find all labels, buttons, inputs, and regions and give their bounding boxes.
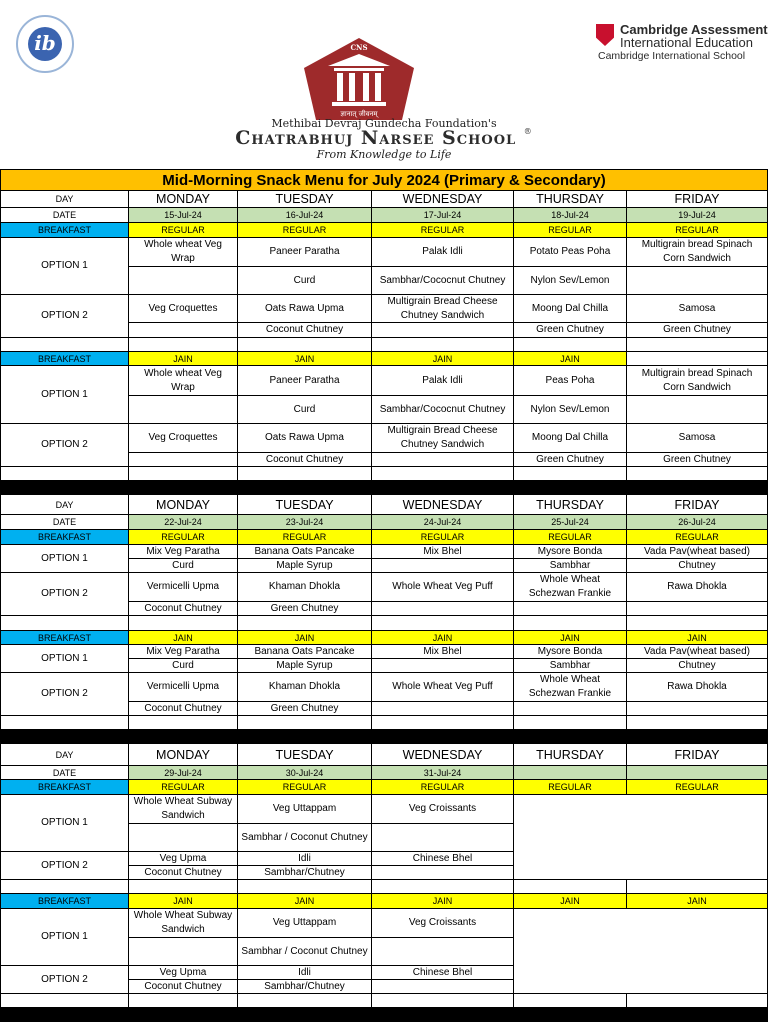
option-2-label: OPTION 2 (0, 573, 129, 616)
day-header-monday: MONDAY (129, 191, 238, 208)
school-motto: ज्ञानात् जीवनम् (340, 110, 378, 118)
menu-item (372, 602, 514, 616)
menu-type-badge: REGULAR (238, 780, 372, 795)
menu-item: Coconut Chutney (129, 602, 238, 616)
menu-item: Samosa (627, 295, 768, 323)
menu-item (372, 453, 514, 467)
menu-type-badge: JAIN (372, 352, 514, 366)
spacer-cell (627, 716, 768, 730)
menu-type-badge: JAIN (627, 894, 768, 909)
day-header-monday: MONDAY (129, 744, 238, 766)
menu-type-badge: JAIN (129, 894, 238, 909)
menu-item (129, 453, 238, 467)
option-1-label: OPTION 1 (0, 238, 129, 295)
menu-type-badge: REGULAR (129, 780, 238, 795)
option-1-label: OPTION 1 (0, 545, 129, 573)
menu-item: Whole Wheat Subway Sandwich (129, 909, 238, 938)
menu-item: Nylon Sev/Lemon (514, 267, 627, 295)
spacer-cell (372, 467, 514, 481)
menu-type-badge: REGULAR (372, 530, 514, 545)
spacer-cell (372, 716, 514, 730)
menu-type-badge: JAIN (238, 631, 372, 645)
menu-item: Veg Croquettes (129, 295, 238, 323)
spacer-cell (129, 880, 238, 894)
day-header-friday: FRIDAY (627, 495, 768, 515)
breakfast-label: BREAKFAST (0, 223, 129, 238)
menu-item: Green Chutney (238, 702, 372, 716)
menu-item: Curd (238, 396, 372, 424)
date-cell: 16-Jul-24 (238, 208, 372, 223)
empty-block (514, 795, 768, 880)
menu-type-badge: REGULAR (238, 223, 372, 238)
page-title: Mid-Morning Snack Menu for July 2024 (Primary & Secondary) (0, 169, 768, 191)
menu-item: Multigrain Bread Cheese Chutney Sandwich (372, 424, 514, 453)
section-divider (0, 730, 768, 744)
option-1-label: OPTION 1 (0, 645, 129, 673)
spacer-cell (238, 716, 372, 730)
menu-item: Palak Idli (372, 238, 514, 267)
spacer-cell (0, 994, 129, 1008)
spacer-cell (372, 880, 514, 894)
breakfast-label: BREAKFAST (0, 352, 129, 366)
option-1-label: OPTION 1 (0, 795, 129, 852)
menu-item: Banana Oats Pancake (238, 645, 372, 659)
spacer-cell (0, 616, 129, 631)
menu-item: Green Chutney (627, 453, 768, 467)
menu-item: Mysore Bonda (514, 545, 627, 559)
menu-type-badge: JAIN (514, 352, 627, 366)
cambridge-line-1: Cambridge Assessment (620, 22, 768, 37)
menu-item: Whole Wheat Schezwan Frankie (514, 573, 627, 602)
menu-item: Green Chutney (238, 602, 372, 616)
menu-type-badge: REGULAR (514, 223, 627, 238)
menu-item (627, 602, 768, 616)
option-2-label: OPTION 2 (0, 424, 129, 467)
menu-item: Veg Upma (129, 852, 238, 866)
menu-item (627, 702, 768, 716)
spacer-cell (514, 994, 627, 1008)
spacer-cell (514, 716, 627, 730)
date-cell: 15-Jul-24 (129, 208, 238, 223)
foundation-name: Methibai Devraj Gundecha Foundation's (271, 117, 497, 130)
option-2-label: OPTION 2 (0, 295, 129, 338)
menu-item: Vermicelli Upma (129, 573, 238, 602)
menu-item (514, 602, 627, 616)
option-2-label: OPTION 2 (0, 673, 129, 716)
breakfast-label: BREAKFAST (0, 631, 129, 645)
menu-item: Oats Rawa Upma (238, 424, 372, 453)
menu-item: Multigrain bread Spinach Corn Sandwich (627, 366, 768, 396)
menu-item: Coconut Chutney (238, 323, 372, 338)
spacer-cell (514, 616, 627, 631)
menu-item (129, 824, 238, 852)
spacer-cell (0, 716, 129, 730)
menu-type-badge: JAIN (514, 894, 627, 909)
option-1-label: OPTION 1 (0, 366, 129, 424)
spacer-cell (129, 994, 238, 1008)
spacer-cell (627, 880, 768, 894)
spacer-cell (238, 880, 372, 894)
menu-item: Green Chutney (627, 323, 768, 338)
menu-item: Whole Wheat Schezwan Frankie (514, 673, 627, 702)
cambridge-line-2: International Education (620, 35, 753, 50)
date-cell: 23-Jul-24 (238, 515, 372, 530)
date-cell: 19-Jul-24 (627, 208, 768, 223)
menu-type-badge: REGULAR (627, 223, 768, 238)
menu-type-badge: JAIN (372, 894, 514, 909)
menu-type-badge (627, 352, 768, 366)
menu-item: Mix Bhel (372, 645, 514, 659)
day-header-monday: MONDAY (129, 495, 238, 515)
spacer-cell (129, 467, 238, 481)
menu-item: Paneer Paratha (238, 238, 372, 267)
school-logo-initials: CNS (350, 43, 368, 52)
spacer-cell (627, 467, 768, 481)
menu-type-badge: JAIN (238, 894, 372, 909)
spacer-cell (129, 338, 238, 352)
day-header-tuesday: TUESDAY (238, 191, 372, 208)
menu-type-badge: REGULAR (372, 780, 514, 795)
ib-logo-mark: ib (28, 27, 62, 61)
menu-item: Moong Dal Chilla (514, 295, 627, 323)
spacer-cell (627, 338, 768, 352)
menu-item (129, 267, 238, 295)
cambridge-line-3: Cambridge International School (598, 50, 746, 62)
menu-item: Samosa (627, 424, 768, 453)
menu-item: Peas Poha (514, 366, 627, 396)
date-label: DATE (0, 766, 129, 780)
spacer-cell (129, 616, 238, 631)
day-header-friday: FRIDAY (627, 191, 768, 208)
menu-item: Multigrain bread Spinach Corn Sandwich (627, 238, 768, 267)
date-cell (627, 766, 768, 780)
menu-item: Chinese Bhel (372, 852, 514, 866)
date-cell: 25-Jul-24 (514, 515, 627, 530)
menu-item: Multigrain Bread Cheese Chutney Sandwich (372, 295, 514, 323)
menu-type-badge: JAIN (372, 631, 514, 645)
day-label: DAY (0, 495, 129, 515)
menu-item: Curd (129, 659, 238, 673)
empty-block (514, 909, 768, 994)
menu-item: Veg Uttappam (238, 795, 372, 824)
spacer-cell (627, 616, 768, 631)
menu-item: Sambhar (514, 659, 627, 673)
menu-item: Khaman Dhokla (238, 673, 372, 702)
menu-item: Khaman Dhokla (238, 573, 372, 602)
menu-item: Sambhar (514, 559, 627, 573)
menu-type-badge: REGULAR (514, 780, 627, 795)
menu-item: Curd (129, 559, 238, 573)
menu-type-badge: REGULAR (514, 530, 627, 545)
menu-item: Whole Wheat Veg Puff (372, 573, 514, 602)
day-header-tuesday: TUESDAY (238, 744, 372, 766)
menu-item: Veg Upma (129, 966, 238, 980)
menu-item: Green Chutney (514, 453, 627, 467)
menu-item (372, 702, 514, 716)
spacer-cell (372, 338, 514, 352)
menu-item: Curd (238, 267, 372, 295)
menu-item: Green Chutney (514, 323, 627, 338)
date-cell: 26-Jul-24 (627, 515, 768, 530)
menu-item (372, 824, 514, 852)
day-header-thursday: THURSDAY (514, 191, 627, 208)
menu-item: Mix Veg Paratha (129, 645, 238, 659)
spacer-cell (514, 338, 627, 352)
date-cell (514, 766, 627, 780)
menu-item: Banana Oats Pancake (238, 545, 372, 559)
menu-item (372, 938, 514, 966)
menu-item (372, 866, 514, 880)
date-cell: 29-Jul-24 (129, 766, 238, 780)
menu-item: Potato Peas Poha (514, 238, 627, 267)
date-cell: 24-Jul-24 (372, 515, 514, 530)
menu-item: Nylon Sev/Lemon (514, 396, 627, 424)
day-label: DAY (0, 191, 129, 208)
menu-item: Sambhar/Cococnut Chutney (372, 267, 514, 295)
date-label: DATE (0, 515, 129, 530)
menu-type-badge: REGULAR (372, 223, 514, 238)
menu-item: Coconut Chutney (129, 980, 238, 994)
date-cell: 30-Jul-24 (238, 766, 372, 780)
menu-item: Mix Veg Paratha (129, 545, 238, 559)
menu-type-badge: REGULAR (627, 530, 768, 545)
section-divider (0, 1008, 768, 1022)
registered-mark: ® (523, 127, 533, 136)
menu-type-badge: JAIN (514, 631, 627, 645)
menu-item: Whole Wheat Veg Puff (372, 673, 514, 702)
breakfast-label: BREAKFAST (0, 894, 129, 909)
breakfast-label: BREAKFAST (0, 780, 129, 795)
menu-item: Sambhar/Chutney (238, 866, 372, 880)
menu-item: Coconut Chutney (238, 453, 372, 467)
menu-type-badge: REGULAR (238, 530, 372, 545)
menu-item: Whole wheat Veg Wrap (129, 238, 238, 267)
menu-item: Veg Croissants (372, 795, 514, 824)
menu-item (372, 559, 514, 573)
option-2-label: OPTION 2 (0, 852, 129, 880)
menu-item (129, 396, 238, 424)
menu-item (129, 323, 238, 338)
menu-item: Maple Syrup (238, 559, 372, 573)
menu-item: Sambhar/Cococnut Chutney (372, 396, 514, 424)
menu-item: Chinese Bhel (372, 966, 514, 980)
spacer-cell (372, 994, 514, 1008)
menu-item: Maple Syrup (238, 659, 372, 673)
menu-item: Vada Pav(wheat based) (627, 545, 768, 559)
menu-type-badge: JAIN (129, 352, 238, 366)
date-label: DATE (0, 208, 129, 223)
menu-item: Chutney (627, 559, 768, 573)
day-header-thursday: THURSDAY (514, 495, 627, 515)
menu-item: Sambhar / Coconut Chutney (238, 824, 372, 852)
menu-item: Whole wheat Veg Wrap (129, 366, 238, 396)
spacer-cell (238, 338, 372, 352)
spacer-cell (372, 616, 514, 631)
menu-item (372, 980, 514, 994)
option-2-label: OPTION 2 (0, 966, 129, 994)
menu-item (514, 702, 627, 716)
menu-item: Whole Wheat Subway Sandwich (129, 795, 238, 824)
menu-item (627, 396, 768, 424)
spacer-cell (238, 467, 372, 481)
spacer-cell (514, 880, 627, 894)
day-header-friday: FRIDAY (627, 744, 768, 766)
menu-item (372, 323, 514, 338)
spacer-cell (514, 467, 627, 481)
tagline: From Knowledge to Life (316, 148, 452, 161)
menu-item: Chutney (627, 659, 768, 673)
menu-item: Veg Croissants (372, 909, 514, 938)
menu-item: Coconut Chutney (129, 702, 238, 716)
school-name-text: Chatrabhuj Narsee School (235, 127, 517, 149)
menu-item: Oats Rawa Upma (238, 295, 372, 323)
menu-type-badge: JAIN (129, 631, 238, 645)
menu-item: Sambhar/Chutney (238, 980, 372, 994)
menu-item: Palak Idli (372, 366, 514, 396)
menu-item: Sambhar / Coconut Chutney (238, 938, 372, 966)
menu-type-badge: JAIN (238, 352, 372, 366)
menu-item: Paneer Paratha (238, 366, 372, 396)
day-header-wednesday: WEDNESDAY (372, 495, 514, 515)
menu-item: Mysore Bonda (514, 645, 627, 659)
menu-type-badge: REGULAR (129, 223, 238, 238)
menu-item (129, 938, 238, 966)
menu-item: Vermicelli Upma (129, 673, 238, 702)
spacer-cell (238, 994, 372, 1008)
menu-type-badge: JAIN (627, 631, 768, 645)
menu-item: Idli (238, 966, 372, 980)
day-header-wednesday: WEDNESDAY (372, 744, 514, 766)
menu-item (372, 659, 514, 673)
date-cell: 22-Jul-24 (129, 515, 238, 530)
menu-item (627, 267, 768, 295)
spacer-cell (0, 880, 129, 894)
menu-type-badge: REGULAR (129, 530, 238, 545)
menu-item: Veg Croquettes (129, 424, 238, 453)
spacer-cell (627, 994, 768, 1008)
menu-type-badge: REGULAR (627, 780, 768, 795)
option-1-label: OPTION 1 (0, 909, 129, 966)
spacer-cell (0, 338, 129, 352)
menu-item: Rawa Dhokla (627, 573, 768, 602)
date-cell: 18-Jul-24 (514, 208, 627, 223)
spacer-cell (129, 716, 238, 730)
date-cell: 17-Jul-24 (372, 208, 514, 223)
menu-item: Rawa Dhokla (627, 673, 768, 702)
date-cell: 31-Jul-24 (372, 766, 514, 780)
spacer-cell (238, 616, 372, 631)
menu-item: Moong Dal Chilla (514, 424, 627, 453)
day-label: DAY (0, 744, 129, 766)
menu-item: Idli (238, 852, 372, 866)
day-header-tuesday: TUESDAY (238, 495, 372, 515)
menu-item: Veg Uttappam (238, 909, 372, 938)
breakfast-label: BREAKFAST (0, 530, 129, 545)
menu-item: Coconut Chutney (129, 866, 238, 880)
day-header-wednesday: WEDNESDAY (372, 191, 514, 208)
day-header-thursday: THURSDAY (514, 744, 627, 766)
section-divider (0, 481, 768, 495)
menu-item: Mix Bhel (372, 545, 514, 559)
spacer-cell (0, 467, 129, 481)
menu-item: Vada Pav(wheat based) (627, 645, 768, 659)
